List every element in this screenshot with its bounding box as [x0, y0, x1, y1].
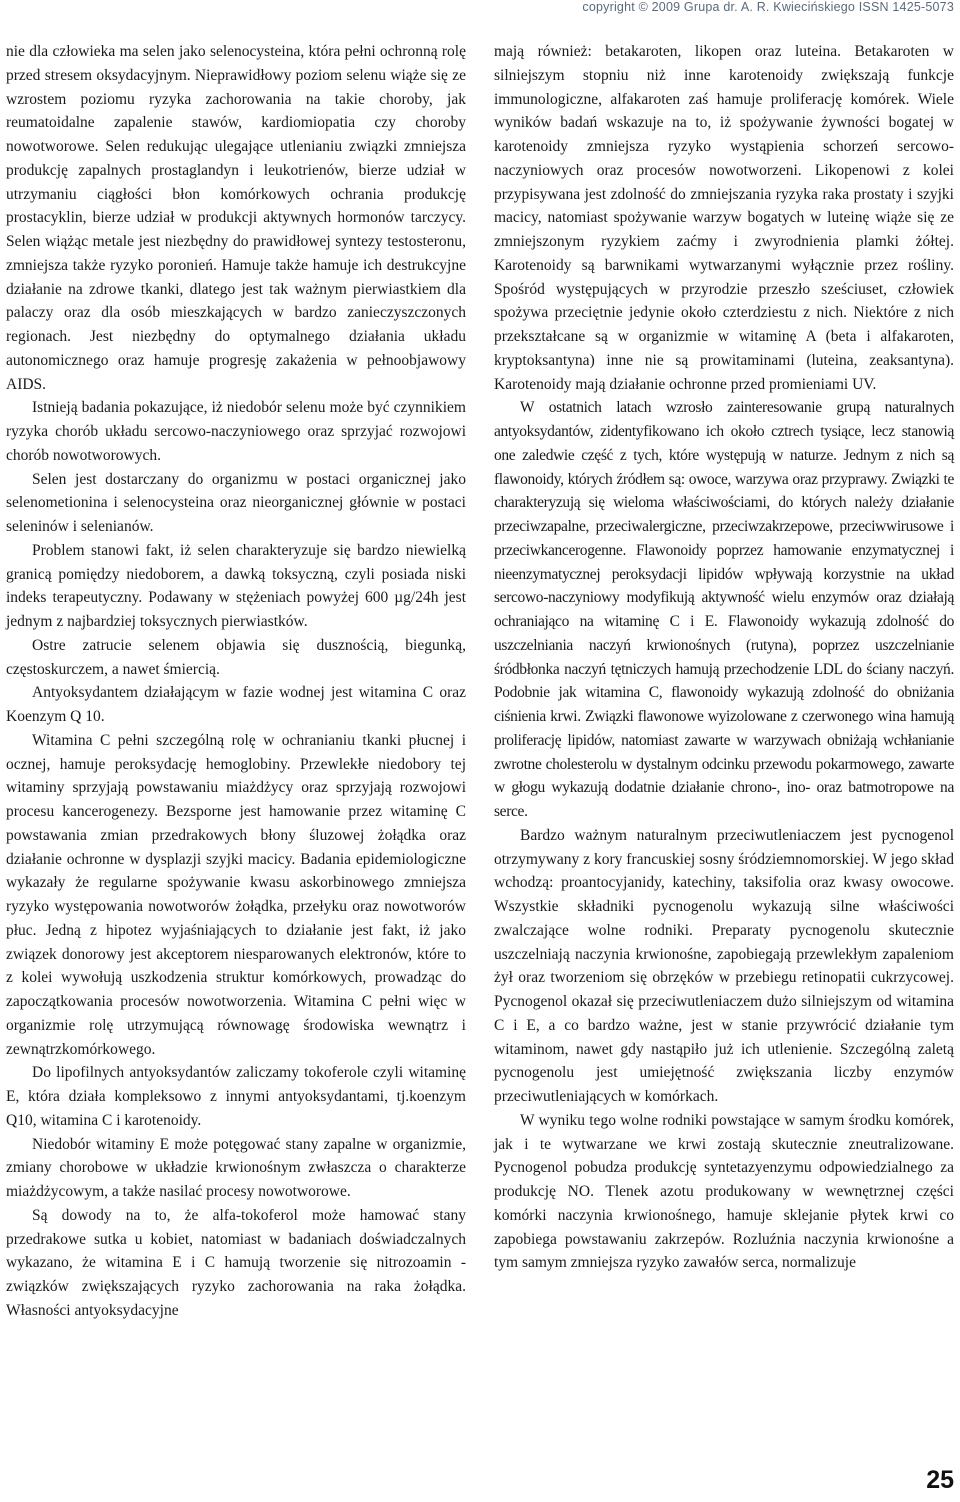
paragraph: nie dla człowieka ma selen jako selenocysteina, która pełni ochronną rolę przed stresem oksydacyjnym. Nieprawidłowy poziom selenu wiąże się ze wzrostem poziomu ryzyka zachorowania na takie choroby, jak reumatoidalne zapalenie stawów, kardiomiopatia czy choroby nowotworowe. Selen redukując ulegające utlenianiu związki zmniejsza produkcję zapalnych prostaglandyn i leukotrienów, bierze udział w utrzymaniu ciągłości błon komórkowych ochrania produkcję prostacyklin, bierze udział w produkcji aktywnych hormonów tarczycy. Selen wiążąc metale jest niezbędny do prawidłowej syntezy testosteronu, zmniejsza także ryzyko poronień. Hamuje także hamuje ich destrukcyjne działanie na zdrowe tkanki, dlatego jest tak ważnym pierwiastkiem dla palaczy oraz dla osób mieszkających w bardzo zanieczyszczonych regionach. Jest niezbędny do optymalnego działania układu autonomicznego oraz hamuje progresję zakażenia w pełnoobjawowy AIDS. — [6, 43, 466, 393]
paragraph: W wyniku tego wolne rodniki powstające w samym środku komórek, jak i te wytwarzane we krwi zostają skutecznie zneutralizowane. Pycnogenol pobudza produkcję syntetazyenzymu odpowiedzialnego za produkcję NO. Tlenek azotu produkowany w wewnętrznej części komórki naczynia krwionośnego, hamuje sklejanie płytek krwi co zapobiega powstawaniu zakrzepów. Rozluźnia naczynia krwionośne a tym samym zmniejsza ryzyko zawałów serca, normalizuje — [494, 1111, 954, 1272]
left-column — [6, 40, 466, 1323]
paragraph: Bardzo ważnym naturalnym przeciwutleniaczem jest pycnogenol otrzymywany z kory francuskiej sosny śródziemnomorskiej. W jego skład wchodzą: proantocyjanidy, katechiny, taksifolia oraz kwasy owocowe. Wszystkie składniki pycnogenolu wykazują silne właściwości zwalczające wolne rodniki. Preparaty pycnogenolu skutecznie uszczelniają naczynia krwionośne, zapobiegają przewlekłym zapaleniom żył oraz tworzeniom się obrzęków w przebiegu retinopatii cukrzycowej. Pycnogenol okazał się przeciwutleniaczem dużo silniejszym od witamina C i E, a co bardzo ważne, jest w stanie przywrócić działanie tym witaminom, nawet gdy nastąpiło już ich utlenienie. Szczególną zaletą pycnogenolu jest umiejętność zwiększania liczby enzymów przeciwutleniających w komórkach. — [494, 826, 954, 1105]
paragraph: Istnieją badania pokazujące, iż niedobór selenu może być czynnikiem ryzyka chorób układu sercowo-naczyniowego oraz sprzyjać rozwojowi chorób nowotworowych. — [6, 399, 466, 464]
paragraph: Do lipofilnych antyoksydantów zaliczamy tokoferole czyli witaminę E, która działa kompleksowo z innymi antyoksydantami, tj.koenzym Q10, witamina C i karotenoidy. — [6, 1064, 466, 1129]
page-number: 25 — [926, 1466, 954, 1494]
paragraph: Witamina C pełni szczególną rolę w ochranianiu tkanki płucnej i ocznej, hamuje peroksydację hemoglobiny. Przewlekłe niedobory tej witaminy sprzyjają powstawaniu miażdżycy oraz sprzyjają rozwojowi procesu kancerogenezy. Bezsporne jest hamowanie przez witaminę C powstawania zmian przedrakowych błony śluzowej żołądka oraz działanie ochronne w dysplazji szyjki macicy. Badania epidemiologiczne wykazały że regularne spożywanie kwasu askorbinowego zmniejsza ryzyko występowania nowotworów żołądka, przełyku oraz nowotworów płuc. Jedną z hipotez wyjaśniających to działanie jest fakt, iż jako związek donorowy jest akceptorem niesparowanych elektronów, które to z kolei wywołują uszkodzenia struktur komórkowych, prowadząc do zapoczątkowania procesów nowotworzenia. Witamina C pełni więc w organizmie rolę utrzymującą równowagę środowiska wewnątrz i zewnątrzkomórkowego. — [6, 731, 466, 1058]
paragraph: Problem stanowi fakt, iż selen charakteryzuje się bardzo niewielką granicą pomiędzy niedoborem, a dawką toksyczną, czyli posiada niski indeks terapeutyczny. Podawany w stężeniach powyżej 600 µg/24h jest jednym z najbardziej toksycznych pierwiastków. — [6, 541, 466, 630]
paragraph: Są dowody na to, że alfa-tokoferol może hamować stany przedrakowe sutka u kobiet, natomiast w badaniach doświadczalnych wykazano, że witamina E i C hamują tworzenie się nitrozoamin - związków zwiększających ryzyko zachorowania na raka żołądka. Własności antyoksydacyjne — [6, 1206, 466, 1319]
copyright-header: copyright © 2009 Grupa dr. A. R. Kwiecińskiego ISSN 1425-5073 — [582, 0, 954, 14]
paragraph: Ostre zatrucie selenem objawia się dusznością, biegunką, częstoskurczem, a nawet śmiercią. — [6, 636, 466, 678]
paragraph: Selen jest dostarczany do organizmu w postaci organicznej jako selenometionina i selenocysteina oraz nieorganicznej głównie w postaci seleninów i selenianów. — [6, 470, 466, 535]
right-column — [494, 40, 954, 1275]
paragraph: Niedobór witaminy E może potęgować stany zapalne w organizmie, zmiany chorobowe w układzie krwionośnym zwłaszcza o charakterze miażdżycowym, a także nasilać procesy nowotworowe. — [6, 1135, 466, 1200]
paragraph: W ostatnich latach wzrosło zainteresowanie grupą naturalnych antyoksydantów, zidentyfikowano ich około cztrech tysiące, lecz stanowią one zaledwie część z tych, które występują w naturze. Jednym z nich są flawonoidy, których źródłem są: owoce, warzywa oraz przyprawy. Związki te charakteryzują się wieloma właściwościami, do których należy działanie przeciwzapalne, przeciwalergiczne, przeciwzakrzepowe, przeciwwirusowe i przeciwkancerogenne. Flawonoidy poprzez hamowanie enzymatycznej i nieenzymatycznej peroksydacji lipidów wpływają korzystnie na układ sercowo-naczyniowy modyfikują aktywność wielu enzymów oraz działają ochraniająco na witaminę C i E. Flawonoidy wykazują zdolność do uszczelniania naczyń krwionośnych (rutyna), poprzez uszczelnianie śródbłonka naczyń tętniczych hamują przechodzenie LDL do ściany naczyń. Podobnie jak witamina C, flawonoidy wykazują zdolność do obniżania ciśnienia krwi. Związki flawonowe wyizolowane z czerwonego wina hamują proliferację lipidów, natomiast zawarte w warzywach obniżają wchłanianie zwrotne cholesterolu w dystalnym odcinku przewodu pokarmowego, zawarte w głogu wykazują dodatnie działanie chrono-, ino- oraz batmotropowe na serce. — [494, 399, 954, 820]
paragraph: Antyoksydantem działającym w fazie wodnej jest witamina C oraz Koenzym Q 10. — [6, 684, 466, 725]
paragraph: mają również: betakaroten, likopen oraz luteina. Betakaroten w silniejszym stopniu niż inne karotenoidy zwiększają funkcje immunologiczne, alfakaroten zaś hamuje proliferację komórek. Wiele wyników badań wskazuje na to, iż spożywanie żywności bogatej w karotenoidy zmniejsza ryzyko wystąpienia schorzeń sercowo-naczyniowych oraz procesów nowotworzeni. Likopenowi z kolei przypisywana jest zdolność do zmniejszania ryzyka raka prostaty i szyjki macicy, natomiast spożywanie warzyw bogatych w luteinę wiąże się ze zmniejszonym ryzykiem zaćmy i zwyrodnienia plamki żółtej. Karotenoidy są barwnikami wytwarzanymi wyłącznie przez rośliny. Spośród występujących w przyrodzie przeszło sześciuset, człowiek spożywa przeciętnie jedynie około czterdziestu z nich. Niektóre z nich przekształcane są w organizmie w witaminę A (beta i alfakaroten, kryptoksantyna) inne nie są prowitaminami (luteina, zeaksantyna). Karotenoidy mają działanie ochronne przed promieniami UV. — [494, 43, 954, 393]
